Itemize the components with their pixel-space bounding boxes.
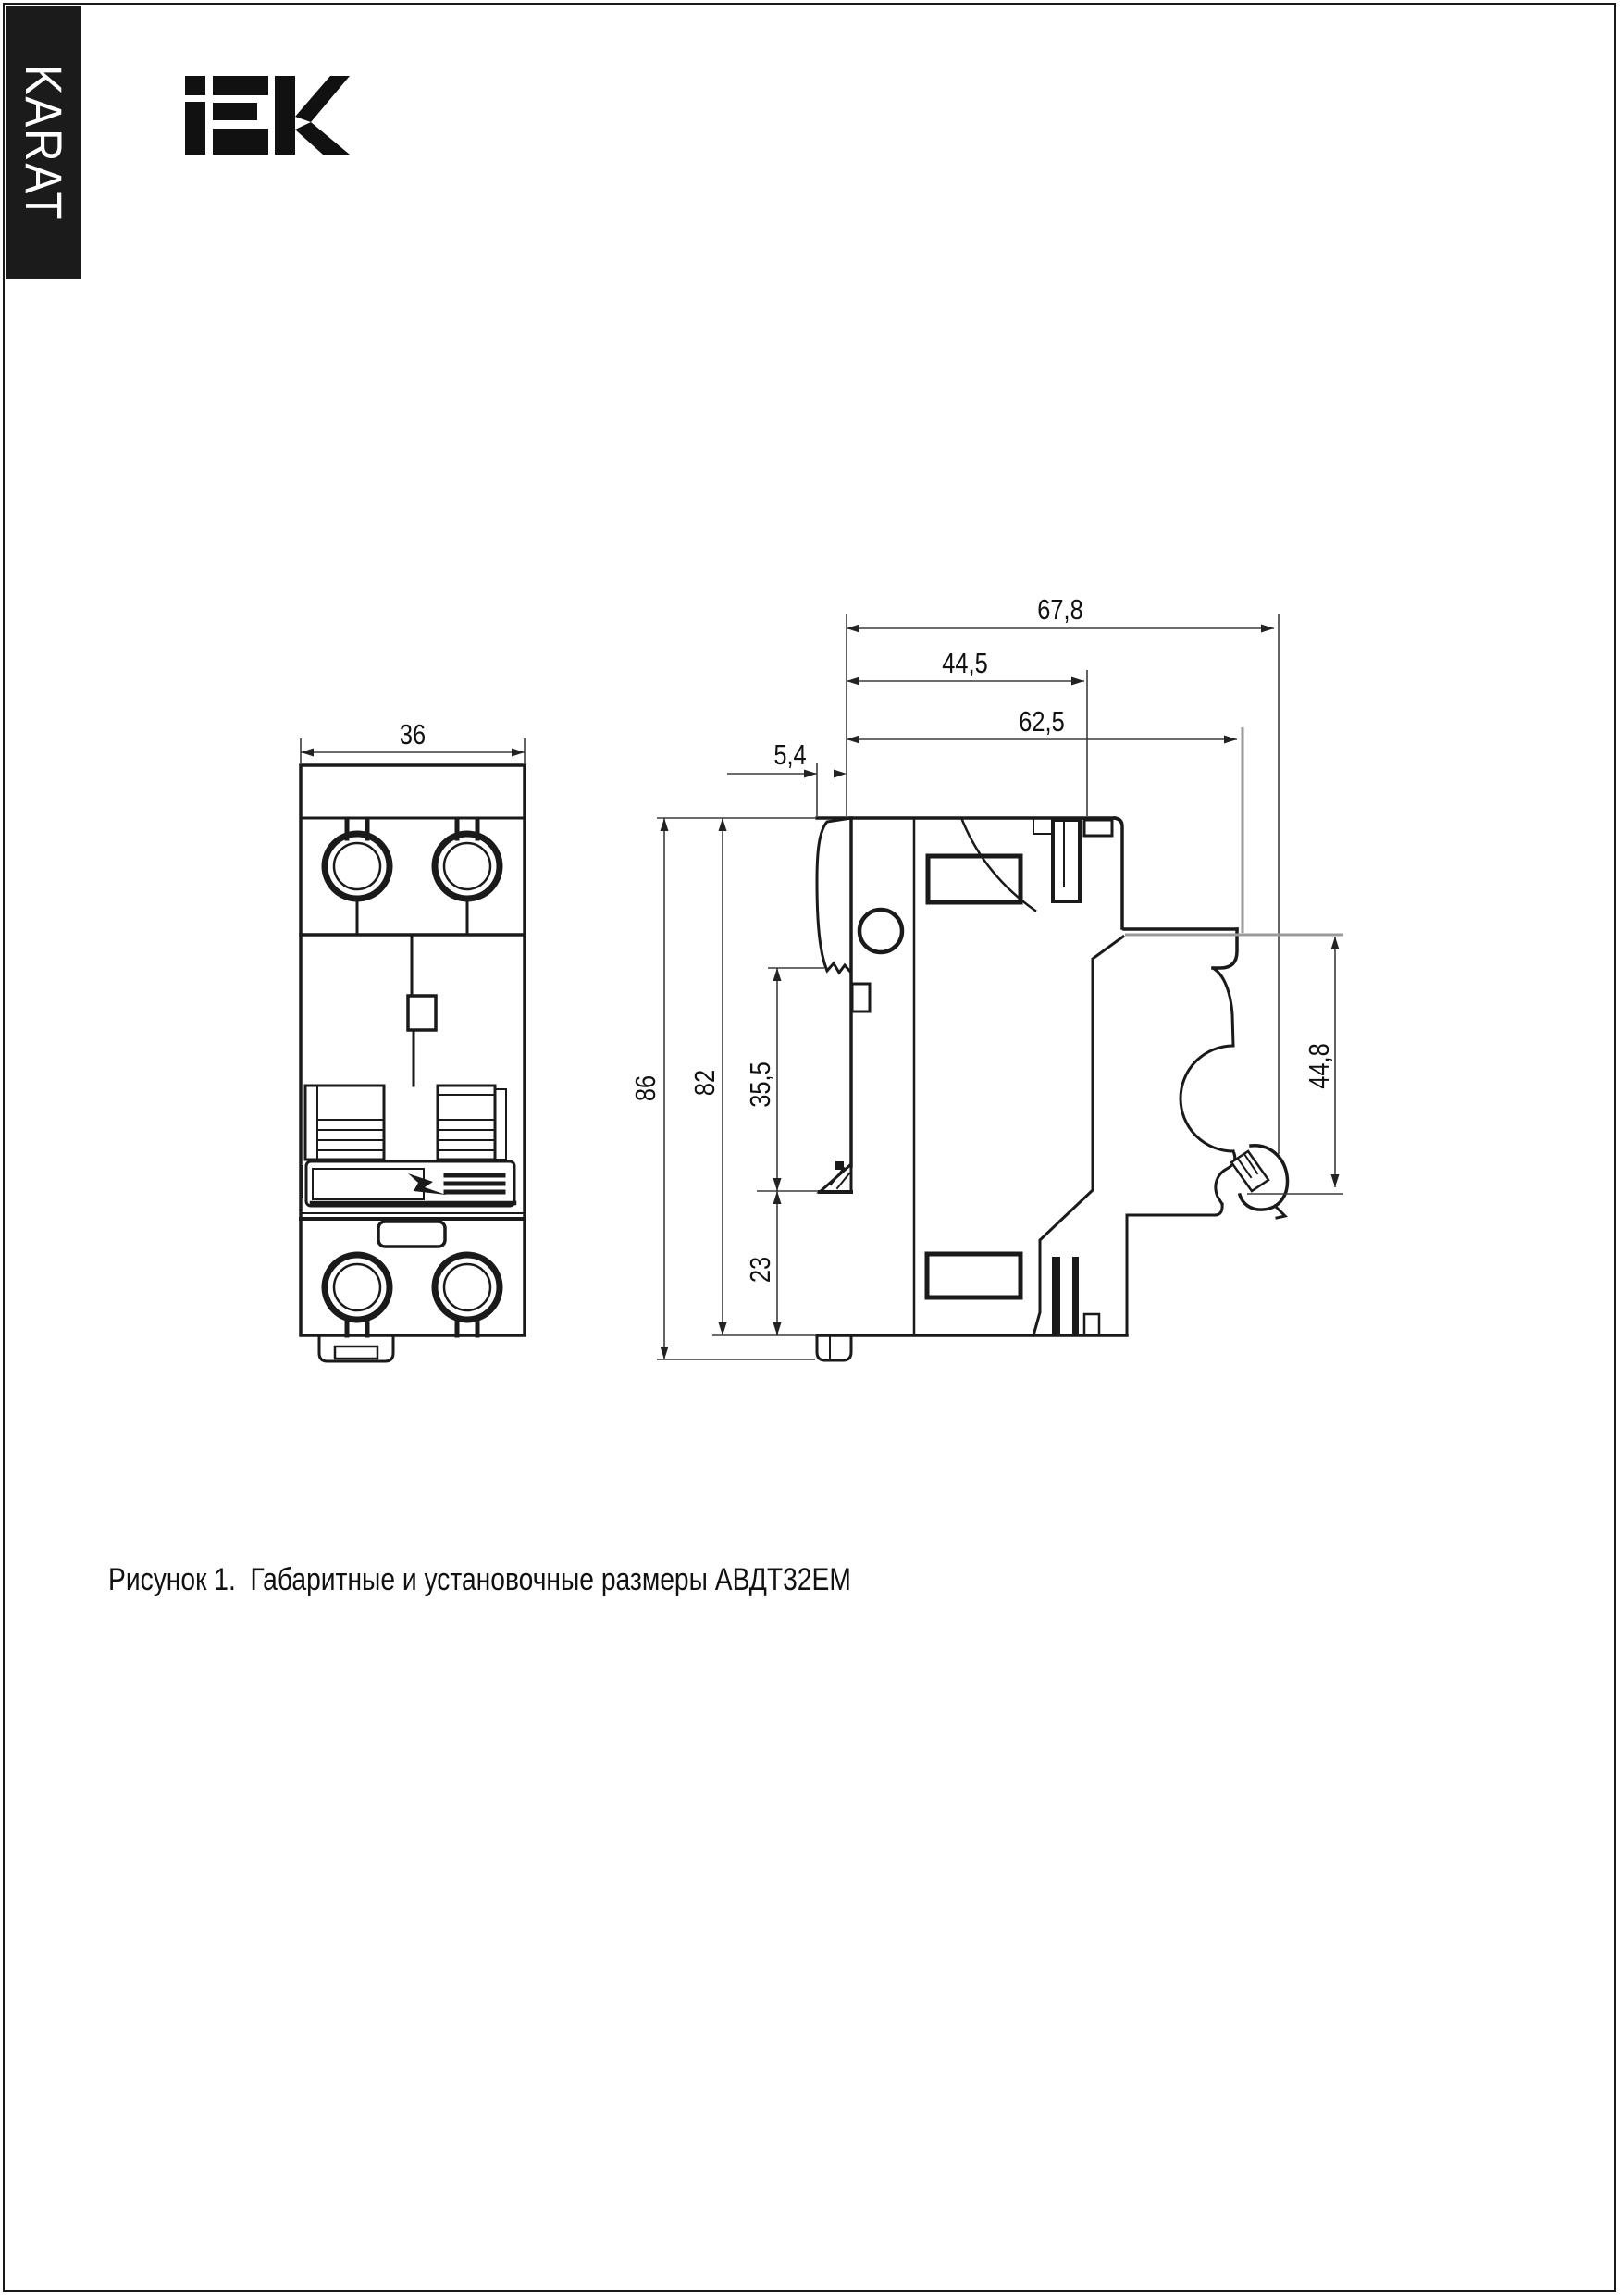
dim-lip-depth: 5,4: [773, 738, 807, 772]
dim-mount-depth: 62,5: [1019, 705, 1065, 738]
dim-body-height: 82: [688, 1069, 722, 1097]
side-view: [817, 818, 1287, 1360]
front-view: [301, 765, 525, 1361]
dim-recess-height: 35,5: [744, 1061, 777, 1108]
dim-front-width: 36: [399, 718, 427, 751]
dim-lower-section: 23: [744, 1256, 777, 1284]
dimension-lines: [301, 594, 1343, 1359]
figure-caption: Рисунок 1. Габаритные и установочные размеры АВДТ32ЕМ: [108, 1562, 851, 1597]
dimension-arrows: [301, 625, 1340, 1360]
dim-front-depth: 44,5: [942, 647, 988, 680]
dim-overall-height: 86: [629, 1074, 662, 1102]
brand-sidebar-label: KARAT: [14, 64, 73, 221]
dim-rail-clip-height: 44,8: [1303, 1043, 1336, 1089]
dim-overall-depth: 67,8: [1037, 593, 1083, 627]
